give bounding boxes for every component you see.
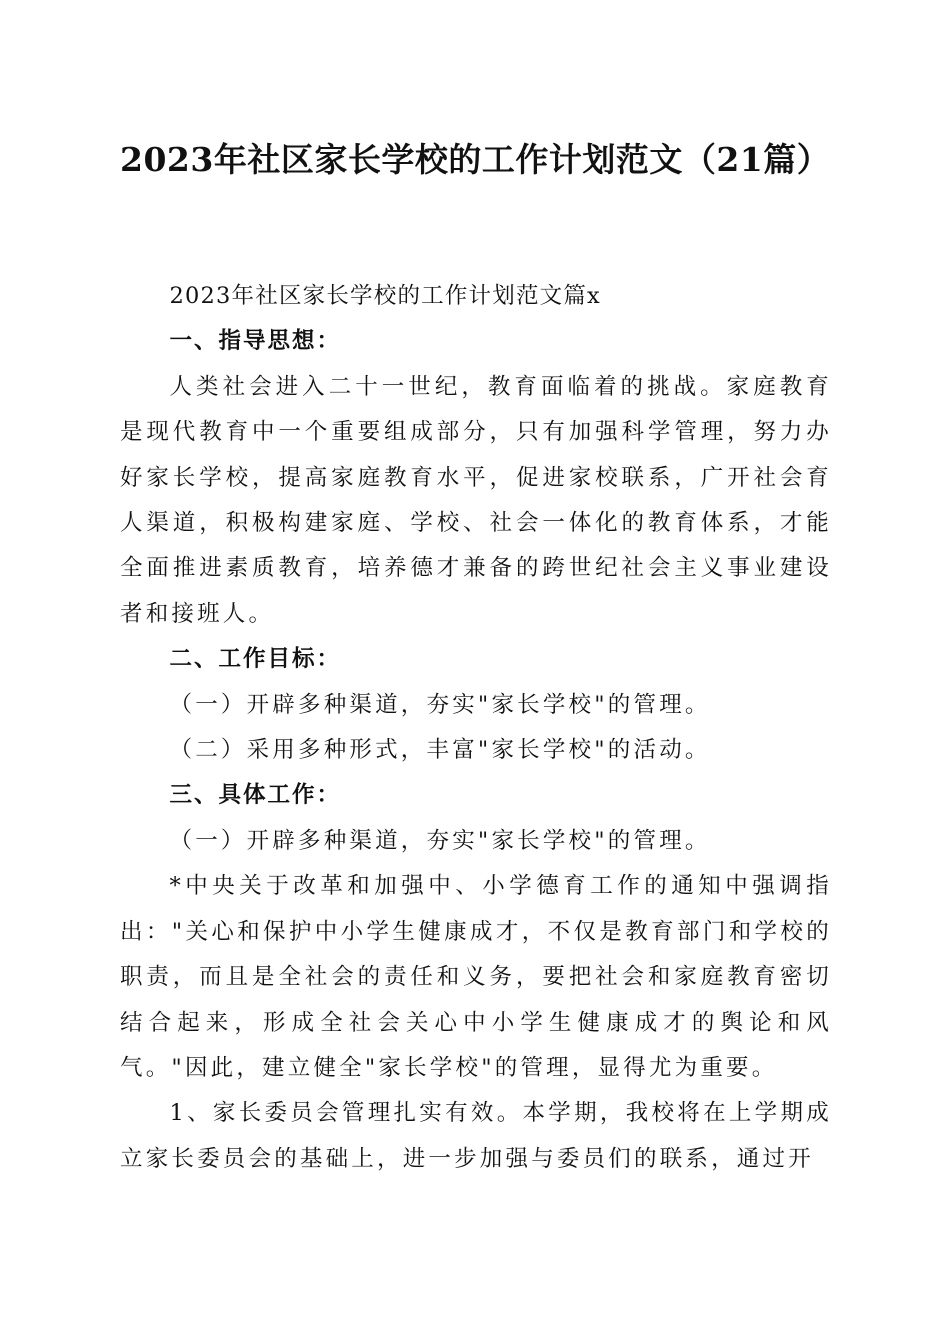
- section-heading-guiding-ideology: 一、指导思想：: [169, 328, 342, 355]
- document-subtitle: 2023年社区家长学校的工作计划范文篇x: [169, 283, 601, 309]
- document-body: [120, 274, 832, 1182]
- paragraph-work-item-1: *中央关于改革和加强中、小学德育工作的通知中强调指出："关心和保护中小学生健康成才，不仅是教育部门和学校的职责，而且是全社会的责任和义务，要把社会和家庭教育密切结合起来，形成全社会关心中小学生健康成才的舆论和风气。"因此，建立健全"家长学校"的管理，显得尤为重要。: [120, 873, 832, 1081]
- goal-item-2: （二）采用多种形式，丰富"家长学校"的活动。: [169, 737, 711, 764]
- paragraph-parent-committee: 1、家长委员会管理扎实有效。本学期，我校将在上学期成立家长委员会的基础上，进一步加强与委员们的联系，通过开: [120, 1100, 832, 1172]
- section-heading-work-goals: 二、工作目标：: [169, 646, 342, 673]
- goal-item-1: （一）开辟多种渠道，夯实"家长学校"的管理。: [169, 691, 711, 718]
- section-heading-specific-work: 三、具体工作：: [169, 782, 342, 809]
- document-title: 2023年社区家长学校的工作计划范文（21篇）: [120, 140, 831, 179]
- work-item-1: （一）开辟多种渠道，夯实"家长学校"的管理。: [169, 827, 711, 854]
- paragraph-guiding-ideology: 人类社会进入二十一世纪，教育面临着的挑战。家庭教育是现代教育中一个重要组成部分，只有加强科学管理，努力办好家长学校，提高家庭教育水平，促进家校联系，广开社会育人渠道，积极构建家庭、学校、社会一体化的教育体系，才能全面推进素质教育，培养德才兼备的跨世纪社会主义事业建设者和接班人。: [120, 373, 832, 627]
